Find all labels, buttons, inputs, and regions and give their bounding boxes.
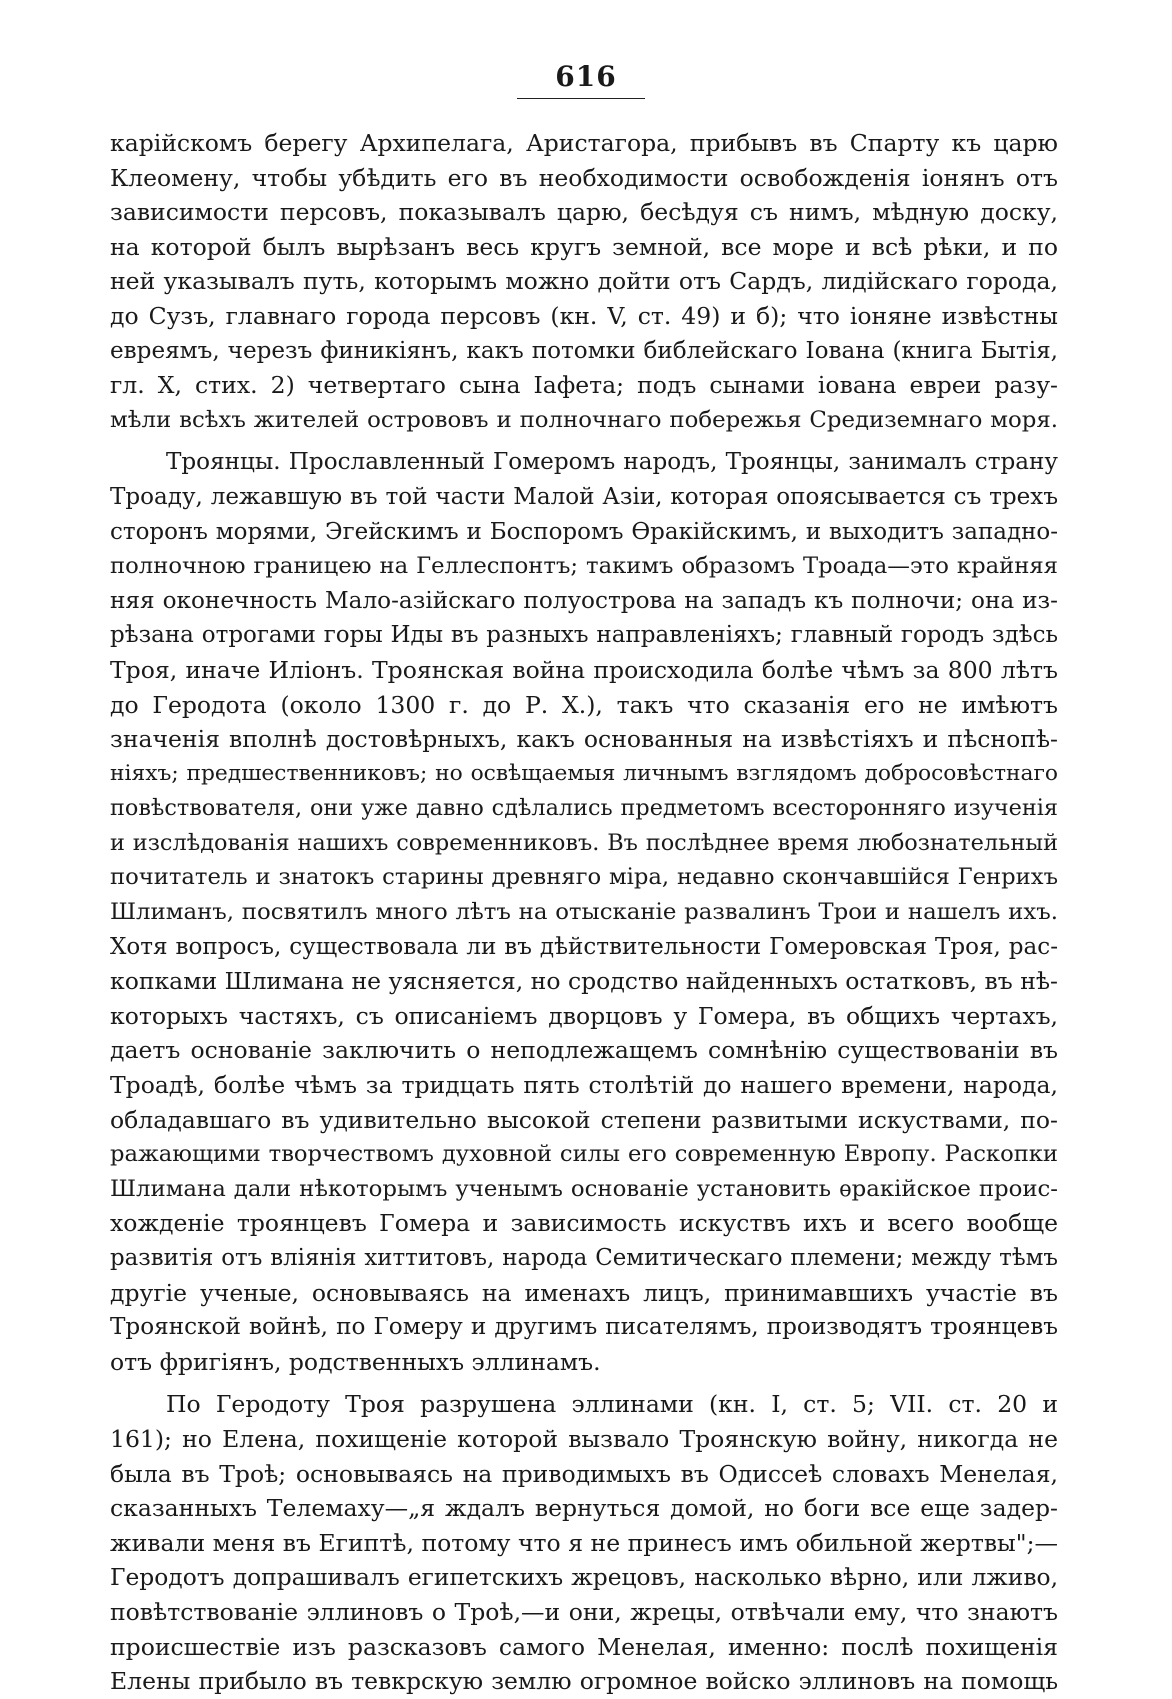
text-line: карійскомъ берегу Архипелага, Аристагора, прибывъ въ Спарту къ царю — [110, 129, 1058, 157]
text-line: Троаду, лежавшую въ той части Малой Азіи, которая опоясывается съ трехъ — [110, 483, 1058, 510]
text-line: происшествіе изъ разсказовъ самого Менелая, именно: послѣ похищенія — [110, 1632, 1058, 1661]
text-line: до Геродота (около 1300 г. до Р. X.), такъ что сказанія его не имѣютъ — [110, 690, 1058, 719]
text-line: развитія отъ вліянія хиттитовъ, народа Семитическаго племени; между тѣмъ — [110, 1245, 1058, 1271]
text-line: сторонъ морями, Эгейскимъ и Боспоромъ Ѳракійскимъ, и выходитъ западно- — [110, 518, 1058, 545]
text-line: гл. X, стих. 2) четвертаго сына Іафета; подъ сынами іована евреи разу- — [110, 371, 1058, 400]
text-line: другіе ученые, основываясь на именахъ лицъ, принимавшихъ участіе въ — [110, 1278, 1058, 1307]
paragraph-gap — [110, 1379, 1058, 1387]
header-rule — [517, 98, 645, 99]
text-line: до Сузъ, главнаго города персовъ (кн. V, ст. 49) и б); что іоняне извѣстны — [110, 301, 1058, 330]
paragraph-1 — [110, 126, 1058, 437]
text-line: обладавшаго въ удивительно высокой степени развитыми искуствами, по- — [110, 1105, 1058, 1134]
text-line: Троянцы. Прославленный Гомеромъ народъ, Троянцы, занималъ страну — [166, 449, 1058, 476]
text-line: евреямъ, черезъ финикіянъ, какъ потомки библейскаго Іована (книга Бытія, — [110, 337, 1058, 364]
text-line: почитатель и знатокъ старины древняго міра, недавно скончавшійся Генрихъ — [110, 864, 1058, 891]
text-line: и изслѣдованія нашихъ современниковъ. Въ послѣднее время любознательный — [110, 829, 1058, 856]
text-line: даетъ основаніе заключить о неподлежащемъ сомнѣнію существованіи въ — [110, 1036, 1058, 1065]
text-line: на которой былъ вырѣзанъ весь кругъ земной, все море и всѣ рѣки, и по — [110, 232, 1058, 261]
text-line: Троя, иначе Иліонъ. Троянская война происходила болѣе чѣмъ за 800 лѣтъ — [110, 655, 1058, 684]
text-line: хожденіе троянцевъ Гомера и зависимость искуствъ ихъ и всего вообще — [110, 1209, 1058, 1238]
text-line: няя оконечность Мало-азійскаго полуострова на западъ къ полночи; она из- — [110, 587, 1058, 614]
text-line: живали меня въ Египтѣ, потому что я не принесъ имъ обильной жертвы";— — [110, 1528, 1058, 1557]
text-line: ражающими творчествомъ духовной силы его современную Европу. Раскопки — [110, 1141, 1058, 1168]
text-line: рѣзана отрогами горы Иды въ разныхъ направленіяхъ; главный городъ здѣсь — [110, 622, 1058, 649]
text-line: значенія вполнѣ достовѣрныхъ, какъ основанныя на извѣстіяхъ и пѣснопѣ- — [110, 725, 1058, 754]
text-line: которыхъ частяхъ, съ описаніемъ дворцовъ у Гомера, въ общихъ чертахъ, — [110, 1001, 1058, 1030]
text-line: полночною границею на Геллеспонтъ; такимъ образомъ Троада—это крайняя — [110, 553, 1058, 580]
text-line: мѣли всѣхъ жителей острововъ и полночнаго побережья Средиземнаго моря. — [110, 406, 1058, 433]
text-line: По Геродоту Троя разрушена эллинами (кн. I, ст. 5; VII. ст. 20 и — [166, 1390, 1058, 1419]
text-line: ней указывалъ путь, которымъ можно дойти отъ Сардъ, лидійскаго города, — [110, 267, 1058, 296]
text-line: Шлимана дали нѣкоторымъ ученымъ основаніе установить ѳракійское проис- — [110, 1175, 1058, 1202]
text-line: ніяхъ; предшественниковъ; но освѣщаемыя личнымъ взглядомъ добросовѣстнаго — [110, 760, 1058, 786]
text-line: отъ фригіянъ, родственныхъ эллинамъ. — [110, 1347, 601, 1376]
text-line: повѣтствованіе эллиновъ о Троѣ,—и они, жрецы, отвѣчали ему, что знаютъ — [110, 1597, 1058, 1626]
text-line: Троянской войнѣ, по Гомеру и другимъ писателямъ, производятъ троянцевъ — [110, 1314, 1058, 1341]
text-line: Клеомену, чтобы убѣдить его въ необходимости освобожденія іонянъ отъ — [110, 163, 1058, 192]
text-line: была въ Троѣ; основываясь на приводимыхъ въ Одиссеѣ словахъ Менелая, — [110, 1459, 1058, 1488]
paragraph-2 — [110, 445, 1058, 1379]
text-line: повѣствователя, они уже давно сдѣлались предметомъ всесторонняго изученія — [110, 795, 1058, 822]
page-number: 616 — [555, 60, 617, 93]
paragraph-3 — [110, 1387, 1058, 1698]
text-line: зависимости персовъ, показывалъ царю, бесѣдуя съ нимъ, мѣдную доску, — [110, 198, 1058, 227]
text-line: Шлиманъ, посвятилъ много лѣтъ на отысканіе развалинъ Трои и нашелъ ихъ. — [110, 899, 1058, 926]
paragraph-gap — [110, 437, 1058, 445]
text-line: Елены прибыло въ тевкрскую землю огромное войско эллиновъ на помощь — [110, 1667, 1058, 1696]
text-body — [110, 126, 1058, 1699]
text-line: Геродотъ допрашивалъ египетскихъ жрецовъ, насколько вѣрно, или лживо, — [110, 1563, 1058, 1592]
text-line: копками Шлимана не уясняется, но сродство найденныхъ остатковъ, въ нѣ- — [110, 967, 1058, 996]
text-line: Хотя вопросъ, существовала ли въ дѣйствительности Гомеровская Троя, рас- — [110, 933, 1058, 960]
text-line: Троадѣ, болѣе чѣмъ за тридцать пять столѣтій до нашего времени, народа, — [110, 1071, 1058, 1100]
text-line: сказанныхъ Телемаху—„я ждалъ вернуться домой, но боги все еще задер- — [110, 1494, 1058, 1523]
text-line: 161); но Елена, похищеніе которой вызвало Троянскую войну, никогда не — [110, 1424, 1058, 1453]
